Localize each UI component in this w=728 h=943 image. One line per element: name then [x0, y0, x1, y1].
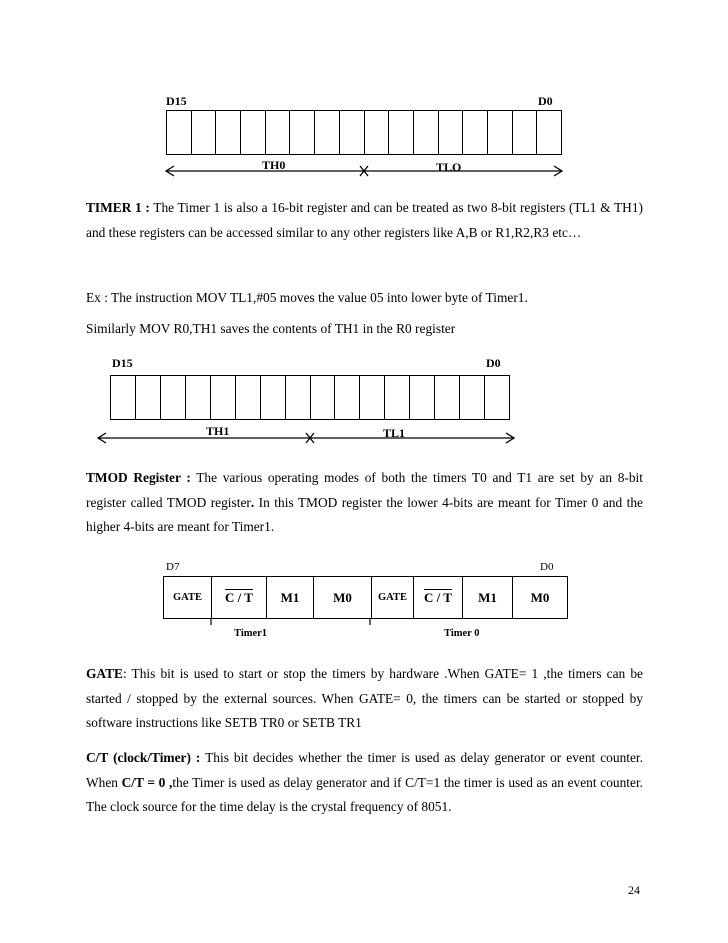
ct-paragraph: C/T (clock/Timer) : This bit decides whether the timer is used as delay generator or event counter. When C/T = 0 ,the Timer is used as delay generator and if C/T=1 the timer is used as an event counter. The clock source for the time delay is the crystal frequency of 8051.	[86, 750, 644, 814]
timer0-group-label: Timer 0	[444, 628, 480, 639]
gate-bit: GATE	[164, 577, 212, 618]
lsb-label: D0	[486, 356, 501, 370]
msb-label: D15	[166, 94, 187, 108]
m0-bit: M0	[530, 589, 550, 605]
ct-bit: C / T	[414, 577, 463, 618]
page-number: 24	[628, 883, 640, 897]
timer1-heading: TIMER 1 :	[86, 200, 150, 215]
msb-label: D15	[112, 356, 133, 370]
gate-bit: GATE	[372, 577, 414, 618]
ct-bit: C / T	[212, 577, 267, 618]
m1-bit: M1	[267, 577, 314, 618]
similarly-line: Similarly MOV R0,TH1 saves the contents of TH1 in the R0 register	[86, 321, 456, 336]
gate-heading: GATE	[86, 666, 123, 681]
high-byte-label: TH0	[262, 158, 286, 172]
ct-heading: C/T (clock/Timer) :	[86, 750, 201, 765]
tmod-paragraph: TMOD Register : The various operating modes of both the timers T0 and T1 are set by an 8-bit register called TMOD register. In this TMOD register the lower 4-bits are meant for Timer 0 and the higher 4-bits are meant for Timer1.	[86, 470, 643, 534]
m1-bit: M1	[463, 577, 513, 618]
low-byte-label: TL1	[383, 426, 406, 440]
lsb-label: D0	[538, 94, 553, 108]
tmod-heading: TMOD Register :	[86, 470, 191, 485]
example-line: Ex : The instruction MOV TL1,#05 moves the value 05 into lower byte of Timer1.	[86, 290, 528, 305]
msb-label: D7	[166, 561, 180, 573]
timer1-group-label: Timer1	[234, 628, 268, 639]
low-byte-label: TLO	[436, 160, 462, 174]
high-byte-label: TH1	[206, 424, 230, 438]
gate-paragraph: GATE: This bit is used to start or stop the timers by hardware .When GATE= 1 ,the timers can be started / stopped by the external sources. When GATE= 0, the timers can be started or stopped by software instructions like SETB TR0 or SETB TR1	[86, 666, 643, 730]
m0-bit: M0	[314, 577, 372, 618]
lsb-label: D0	[540, 561, 554, 573]
timer1-text: The Timer 1 is also a 16-bit register and can be treated as two 8-bit registers (TL1 & TH1) and these registers can be accessed similar to any other registers like A,B or R1,R2,R3 etc…	[86, 200, 643, 240]
